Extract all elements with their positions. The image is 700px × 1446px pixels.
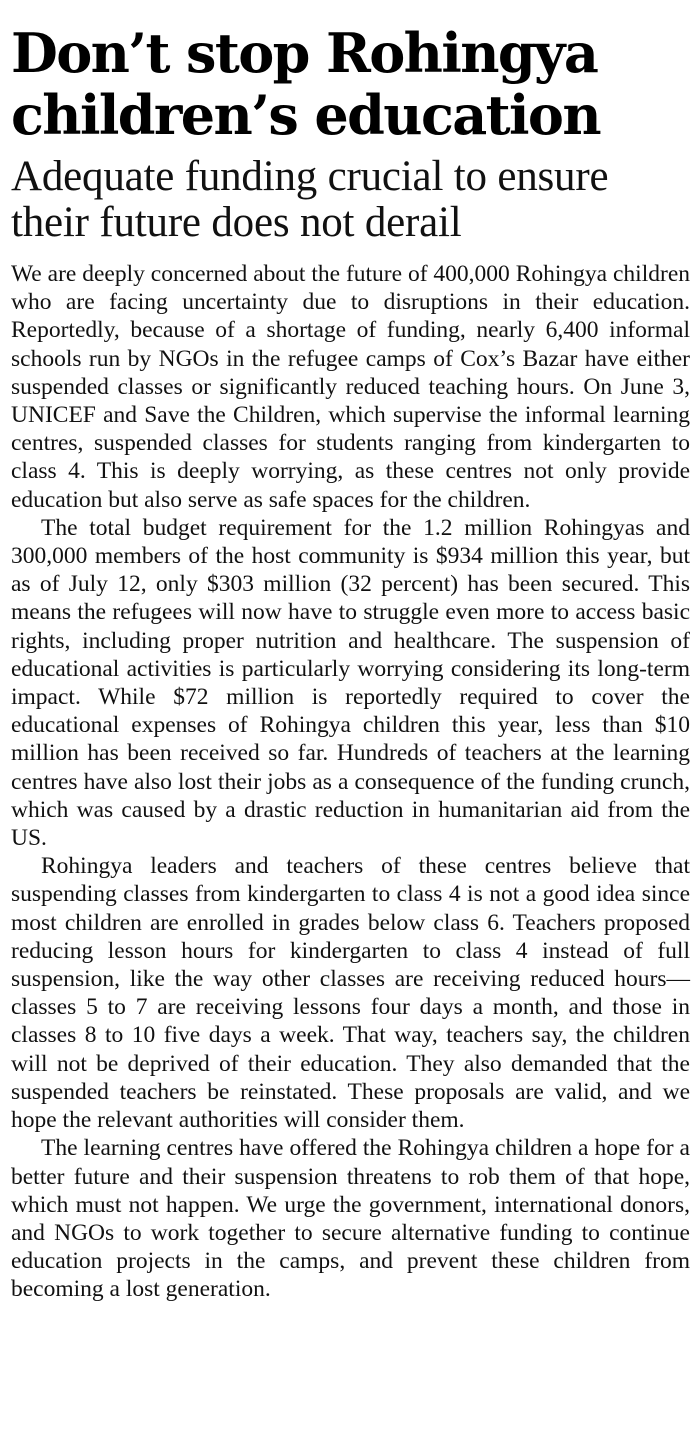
- body-paragraph-3: Rohingya leaders and teachers of these centres believe that suspending classes from kindergarten to class 4 is not a good idea since most children are enrolled in grades below class 6. Teachers proposed reducing lesson hours for kindergarten to class 4 instead of full suspension, like the way other classes are receiving reduced hours—classes 5 to 7 are receiving lessons four days a month, and those in classes 8 to 10 five days a week. That way, teachers say, the children will not be deprived of their education. They also demanded that the suspended teachers be reinstated. These proposals are valid, and we hope the relevant authorities will consider them.: [11, 853, 690, 1134]
- body-paragraph-4: The learning centres have offered the Rohingya children a hope for a better future and their suspension threatens to rob them of that hope, which must not happen. We urge the government, international donors, and NGOs to work together to secure alternative funding to continue education projects in the camps, and prevent these children from becoming a lost generation.: [11, 1135, 690, 1303]
- article-body: [11, 260, 690, 1304]
- subheadline: Adequate funding crucial to ensure their future does not derail: [11, 153, 609, 246]
- headline: Don’t stop Rohingya children’s education: [11, 21, 600, 147]
- body-paragraph-1: We are deeply concerned about the future of 400,000 Rohingya children who are facing uncertainty due to disruptions in their education. Reportedly, because of a shortage of funding, nearly 6,400 informal schools run by NGOs in the refugee camps of Cox’s Bazar have either suspended classes or significantly reduced teaching hours. On June 3, UNICEF and Save the Children, which supervise the informal learning centres, suspended classes for students ranging from kindergarten to class 4. This is deeply worrying, as these centres not only provide education but also serve as safe spaces for the children.: [11, 261, 690, 513]
- body-paragraph-2: The total budget requirement for the 1.2 million Rohingyas and 300,000 members of the host community is $934 million this year, but as of July 12, only $303 million (32 percent) has been secured. This means the refugees will now have to struggle even more to access basic rights, including proper nutrition and healthcare. The suspension of educational activities is particularly worrying considering its long-term impact. While $72 million is reportedly required to cover the educational expenses of Rohingya children this year, less than $10 million has been received so far. Hundreds of teachers at the learning centres have also lost their jobs as a consequence of the funding crunch, which was caused by a drastic reduction in humanitarian aid from the US.: [11, 514, 690, 852]
